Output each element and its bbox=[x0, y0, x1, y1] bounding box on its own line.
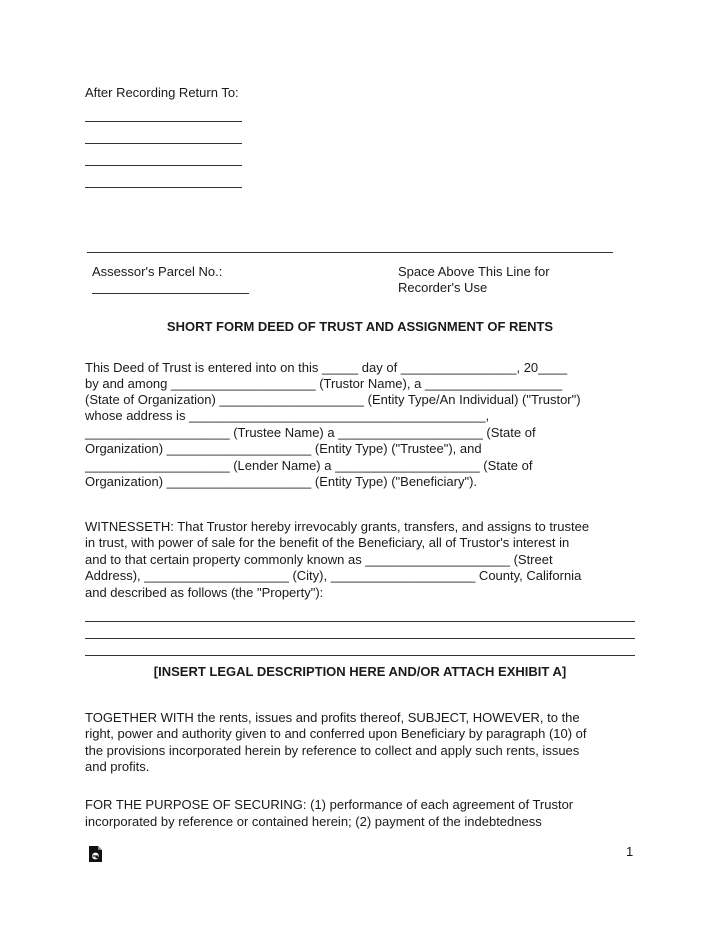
assessor-parcel-blank bbox=[92, 293, 249, 294]
purpose-line: FOR THE PURPOSE OF SECURING: (1) performance of each agreement of Trustor bbox=[85, 797, 574, 812]
witnesseth-line: and to that certain property commonly known as ____________________ (Street bbox=[85, 552, 553, 567]
witnesseth-line: Address), ____________________ (City), ____________________ County, California bbox=[85, 568, 582, 583]
return-address-line-4 bbox=[85, 187, 242, 188]
page-number: 1 bbox=[626, 844, 634, 859]
legal-description-placeholder: [INSERT LEGAL DESCRIPTION HERE AND/OR ATTACH EXHIBIT A] bbox=[153, 664, 567, 679]
recorder-space-line2: Recorder's Use bbox=[398, 280, 488, 295]
together-line: right, power and authority given to and conferred upon Beneficiary by paragraph (10) of bbox=[85, 726, 587, 741]
recorder-separator-line bbox=[87, 252, 613, 253]
witnesseth-line: WITNESSETH: That Trustor hereby irrevocably grants, transfers, and assigns to trustee bbox=[85, 519, 590, 534]
recorder-space-line1: Space Above This Line for bbox=[398, 264, 550, 279]
together-line: the provisions incorporated herein by reference to collect and apply such rents, issues bbox=[85, 743, 580, 758]
intro-line: Organization) ____________________ (Entity Type) ("Beneficiary"). bbox=[85, 474, 478, 489]
return-address-line-1 bbox=[85, 121, 242, 122]
return-address-line-2 bbox=[85, 143, 242, 144]
document-logo-icon bbox=[89, 846, 102, 862]
property-description-line-3 bbox=[85, 655, 635, 656]
witnesseth-line: and described as follows (the "Property"): bbox=[85, 585, 324, 600]
intro-line: by and among ____________________ (Trustor Name), a ___________________ bbox=[85, 376, 563, 391]
intro-line: ____________________ (Lender Name) a ____________________ (State of bbox=[85, 458, 533, 473]
purpose-line: incorporated by reference or contained herein; (2) payment of the indebtedness bbox=[85, 814, 542, 829]
intro-line: whose address is _________________________________________, bbox=[85, 408, 490, 423]
return-address-line-3 bbox=[85, 165, 242, 166]
document-title: SHORT FORM DEED OF TRUST AND ASSIGNMENT OF RENTS bbox=[166, 319, 554, 334]
together-line: TOGETHER WITH the rents, issues and profits thereof, SUBJECT, HOWEVER, to the bbox=[85, 710, 580, 725]
intro-line: ____________________ (Trustee Name) a ____________________ (State of bbox=[85, 425, 536, 440]
witnesseth-line: in trust, with power of sale for the benefit of the Beneficiary, all of Trustor's interest in bbox=[85, 535, 570, 550]
return-to-label: After Recording Return To: bbox=[85, 85, 239, 100]
property-description-line-2 bbox=[85, 638, 635, 639]
intro-line: (State of Organization) ____________________ (Entity Type/An Individual) ("Trustor") bbox=[85, 392, 581, 407]
together-line: and profits. bbox=[85, 759, 150, 774]
intro-line: Organization) ____________________ (Entity Type) ("Trustee"), and bbox=[85, 441, 482, 456]
assessor-parcel-label: Assessor's Parcel No.: bbox=[92, 264, 223, 279]
property-description-line-1 bbox=[85, 621, 635, 622]
intro-line: This Deed of Trust is entered into on this _____ day of ________________, 20____ bbox=[85, 360, 568, 375]
